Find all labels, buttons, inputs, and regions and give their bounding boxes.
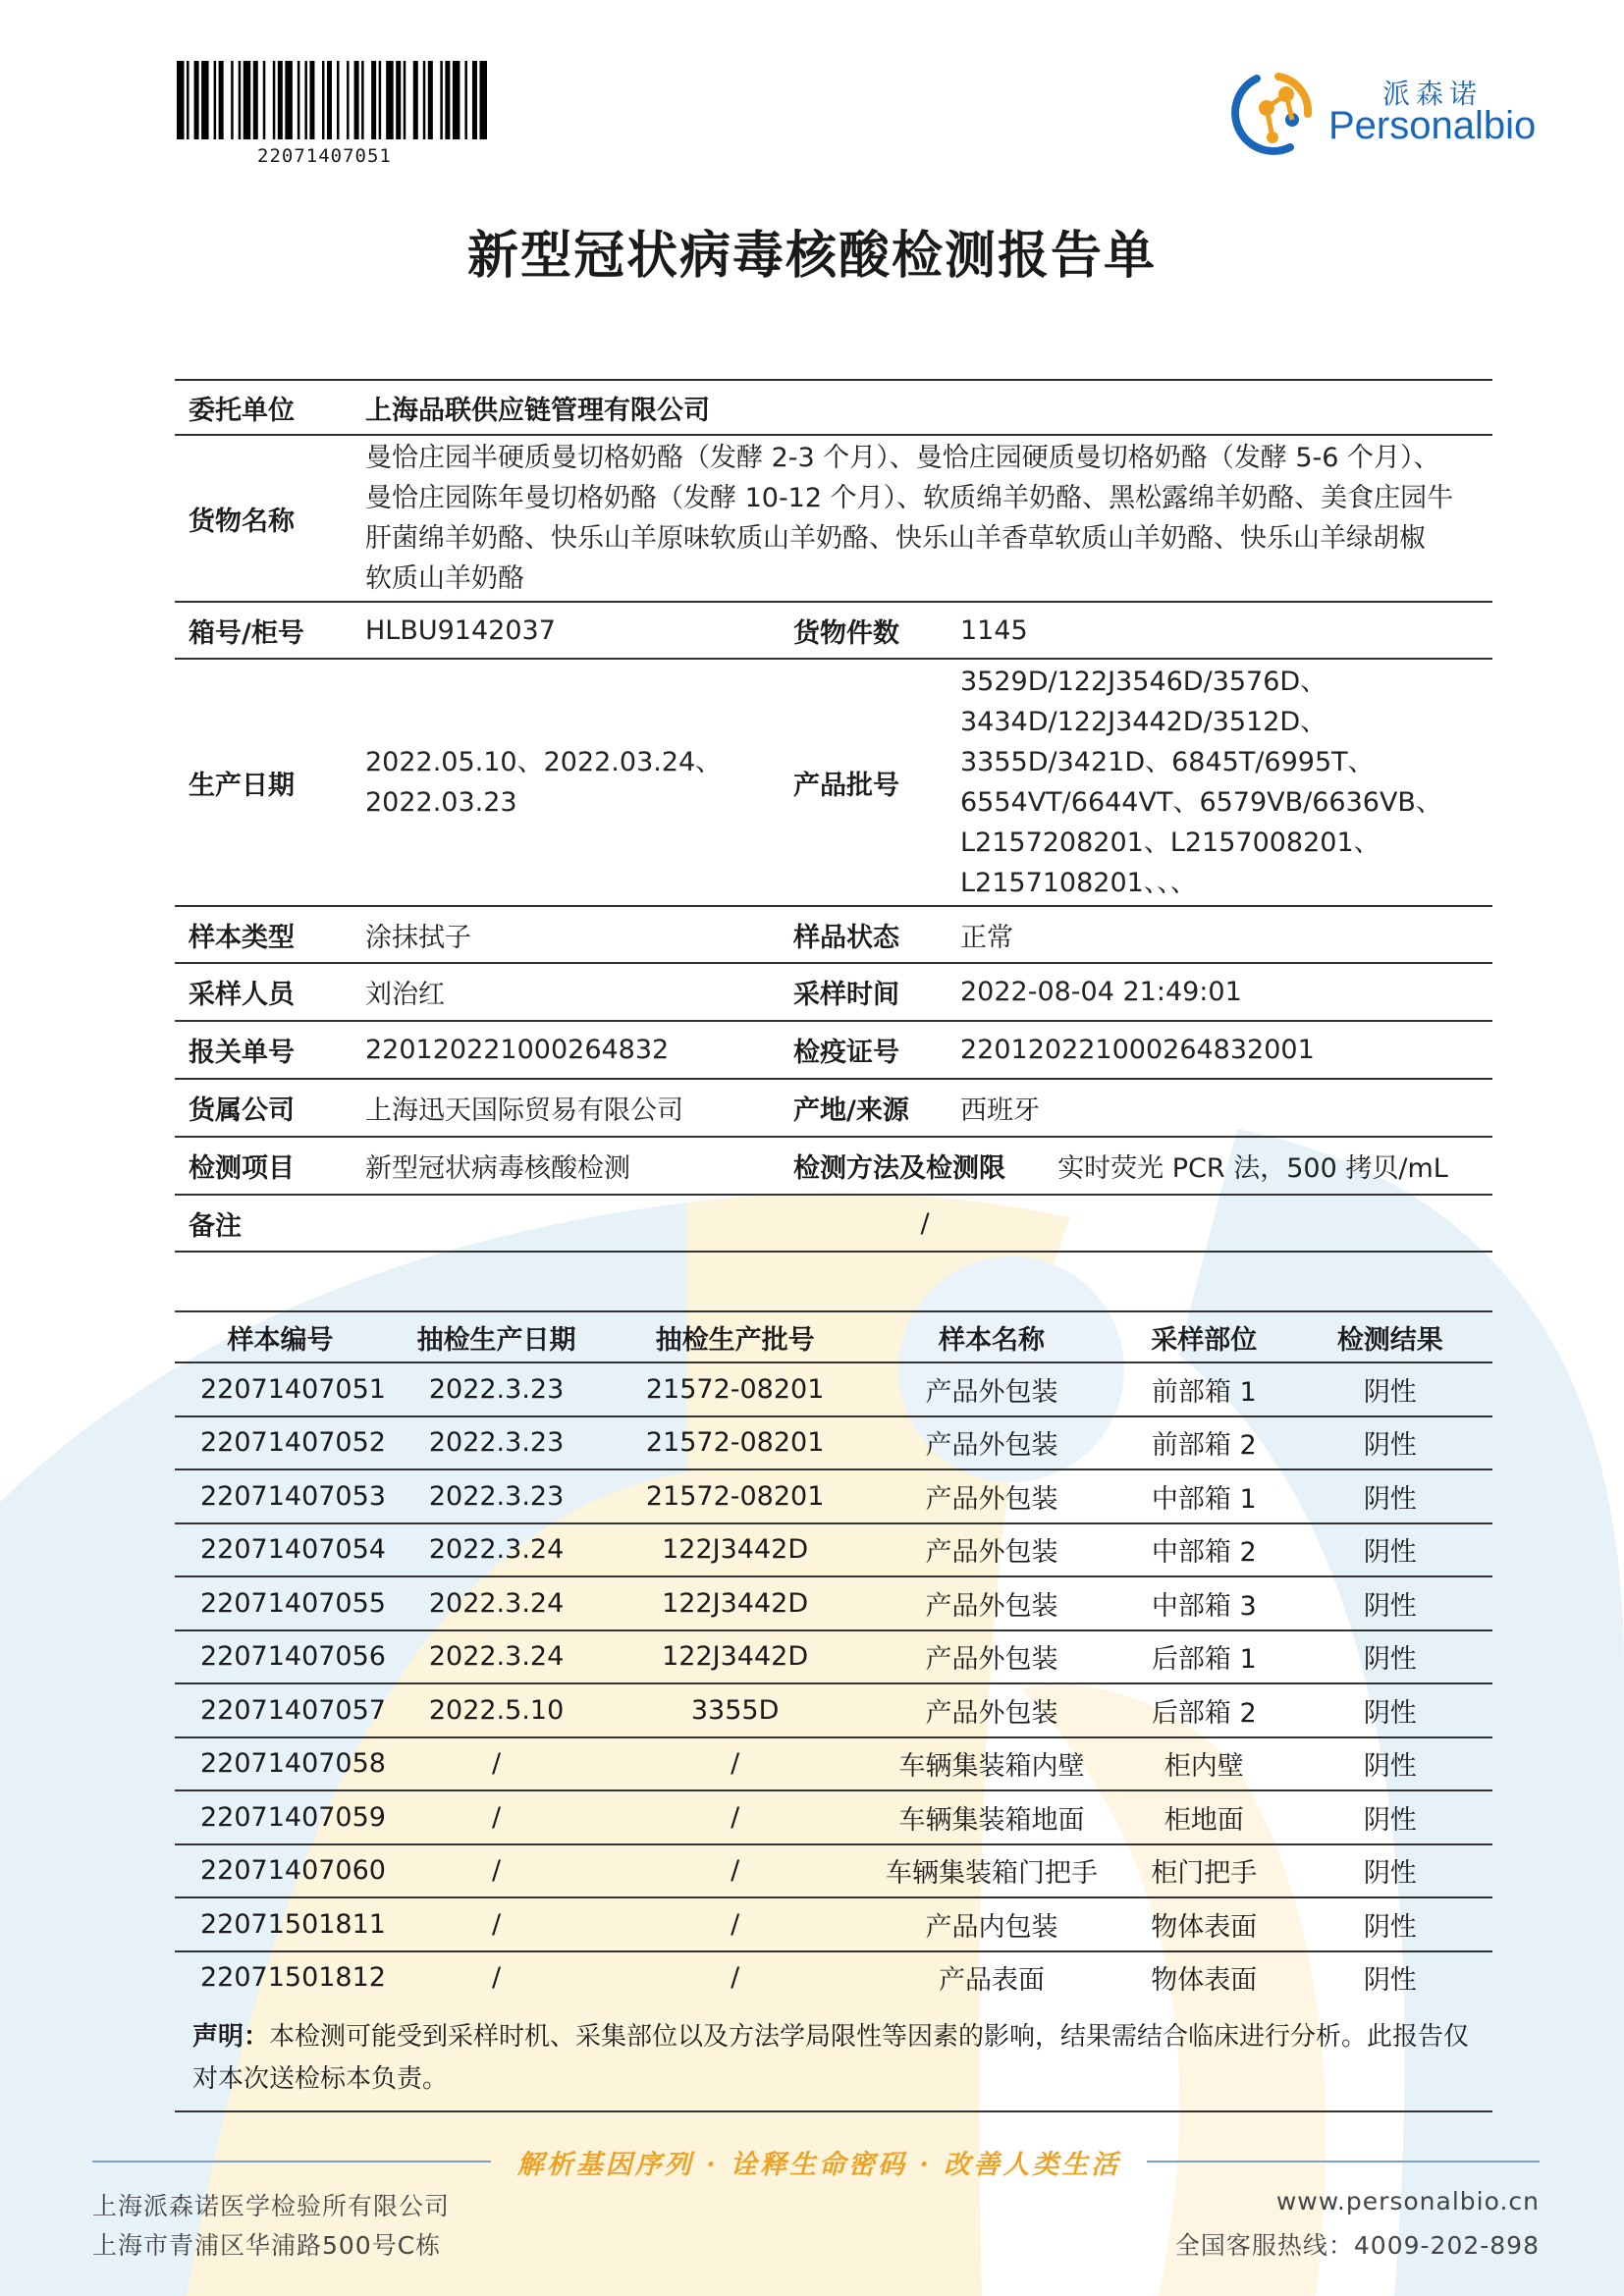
statement-text: 本检测可能受到采样时机、采集部位以及方法学局限性等因素的影响，结果需结合临床进行分析。此报告仅对本次送检标本负责。: [192, 2022, 1470, 2094]
sample-batch: /: [607, 1737, 863, 1791]
barcode-number: 22071407051: [257, 145, 392, 167]
footer-divider-right: [1147, 2161, 1540, 2163]
sample-prod-date: 2022.3.24: [386, 1523, 607, 1577]
sample-name: 产品外包装: [863, 1362, 1120, 1416]
sample-result: 阴性: [1288, 1790, 1492, 1844]
origin-value: 西班牙: [952, 1079, 1492, 1137]
sample-prod-date: 2022.3.24: [386, 1576, 607, 1630]
sample-location: 柜门把手: [1120, 1844, 1288, 1898]
batch-line: 3529D/122J3546D/3576D、: [960, 667, 1327, 697]
sample-id: 22071501811: [175, 1897, 386, 1951]
sample-result: 阴性: [1288, 1844, 1492, 1898]
logo-en-text: Personalbio: [1328, 104, 1537, 147]
container-label: 箱号/柜号: [175, 602, 357, 659]
owner-value: 上海迅天国际贸易有限公司: [357, 1079, 785, 1137]
sample-name: 产品外包装: [863, 1576, 1120, 1630]
sample-name: 车辆集装箱门把手: [863, 1844, 1120, 1898]
sample-id: 22071407054: [175, 1523, 386, 1577]
batch-label: 产品批号: [785, 659, 952, 906]
info-row-sample-type: [175, 906, 1492, 963]
sample-id: 22071407060: [175, 1844, 386, 1898]
sample-prod-date: /: [492, 1962, 502, 1994]
sample-id: 22071407051: [175, 1362, 386, 1416]
sample-time-label: 采样时间: [785, 963, 952, 1021]
sample-batch: 21572-08201: [607, 1469, 863, 1523]
sample-prod-date: /: [386, 1790, 607, 1844]
table-row: [175, 1362, 1492, 1416]
sample-id: 22071407055: [175, 1576, 386, 1630]
sample-location: 中部箱 3: [1120, 1576, 1288, 1630]
owner-label: 货属公司: [175, 1079, 357, 1137]
sample-result: 阴性: [1288, 1630, 1492, 1684]
table-row: [175, 1844, 1492, 1898]
info-row-sampler: [175, 963, 1492, 1021]
origin-label: 产地/来源: [785, 1079, 952, 1137]
sample-location: 前部箱 2: [1120, 1416, 1288, 1470]
sample-id: 22071407052: [175, 1416, 386, 1470]
report-title: 新型冠状病毒核酸检测报告单: [466, 227, 1157, 286]
sample-name: 产品外包装: [863, 1523, 1120, 1577]
info-table: [175, 379, 1492, 1253]
sample-result: 阴性: [1288, 1897, 1492, 1951]
test-item-value: 新型冠状病毒核酸检测: [357, 1137, 785, 1195]
info-row-owner: [175, 1079, 1492, 1137]
footer-company: 上海派森诺医学检验所有限公司: [92, 2192, 451, 2220]
sample-prod-date: 2022.5.10: [386, 1683, 607, 1737]
footer-address: 上海市青浦区华浦路500号C栋: [92, 2231, 442, 2260]
sample-result: 阴性: [1288, 1469, 1492, 1523]
sampler-label: 采样人员: [175, 963, 357, 1021]
sample-batch: /: [607, 1897, 863, 1951]
info-row-client: [175, 380, 1492, 435]
sample-batch: 122J3442D: [607, 1630, 863, 1684]
sample-name: 产品内包装: [863, 1897, 1120, 1951]
table-row: [175, 1737, 1492, 1791]
sample-result: 阴性: [1363, 1965, 1417, 1997]
sample-location: 后部箱 1: [1120, 1630, 1288, 1684]
sample-result: 阴性: [1288, 1737, 1492, 1791]
goods-line: 软质山羊奶酪: [365, 563, 524, 594]
method-cell: [785, 1137, 1492, 1195]
sample-prod-date: 2022.3.23: [386, 1362, 607, 1416]
col-header-prod-date: 抽检生产日期: [386, 1311, 607, 1362]
customs-value: 220120221000264832: [357, 1021, 785, 1079]
batch-line: L2157208201、L2157008201、: [960, 828, 1380, 858]
samples-body: [175, 1362, 1492, 2003]
sample-name: 产品外包装: [863, 1683, 1120, 1737]
table-row: [175, 1523, 1492, 1577]
sample-batch: 21572-08201: [607, 1416, 863, 1470]
sample-name: 车辆集装箱内壁: [863, 1737, 1120, 1791]
batch-value: [952, 659, 1492, 906]
quarantine-label: 检疫证号: [785, 1021, 952, 1079]
table-row: [175, 1790, 1492, 1844]
sample-name: 产品外包装: [863, 1469, 1120, 1523]
table-row: [175, 1951, 1492, 2004]
sample-result: 阴性: [1288, 1523, 1492, 1577]
client-label: 委托单位: [175, 380, 357, 435]
sample-result: 阴性: [1288, 1416, 1492, 1470]
sample-name: 产品表面: [939, 1965, 1046, 1997]
table-row: [175, 1630, 1492, 1684]
method-label: 检测方法及检测限: [793, 1153, 1005, 1184]
goods-line: 曼恰庄园半硬质曼切格奶酪（发酵 2-3 个月）、曼恰庄园硬质曼切格奶酪（发酵 5-6 个月）、: [365, 443, 1440, 473]
footer-slogan: 解析基因序列 · 诠释生命密码 · 改善人类生活: [516, 2150, 1121, 2180]
table-row: [175, 1897, 1492, 1951]
col-header-batch: 抽检生产批号: [607, 1311, 863, 1362]
samples-header-row: [175, 1311, 1492, 1362]
sample-id: 22071407058: [175, 1737, 386, 1791]
batch-line: 3355D/3421D、6845T/6995T、: [960, 747, 1375, 777]
client-value: 上海品联供应链管理有限公司: [357, 380, 1492, 435]
remark-value: /: [357, 1195, 1492, 1252]
container-value: HLBU9142037: [357, 602, 785, 659]
info-row-production: [175, 659, 1492, 906]
batch-line: 3434D/122J3442D/3512D、: [960, 707, 1327, 737]
table-row: [175, 1576, 1492, 1630]
table-row: [175, 1416, 1492, 1470]
prod-date-label: 生产日期: [175, 659, 357, 906]
sample-prod-date: 2022.3.24: [386, 1630, 607, 1684]
sample-id: 22071407059: [175, 1790, 386, 1844]
info-row-test: [175, 1137, 1492, 1195]
sample-type-value: 涂抹拭子: [357, 906, 785, 963]
batch-line: 6554VT/6644VT、6579VB/6636VB、: [960, 787, 1442, 818]
sample-result: 阴性: [1288, 1576, 1492, 1630]
col-header-location: 采样部位: [1120, 1311, 1288, 1362]
sample-location: 前部箱 1: [1120, 1362, 1288, 1416]
sample-batch: 122J3442D: [607, 1523, 863, 1577]
sample-batch: 3355D: [607, 1683, 863, 1737]
prod-date-value: [357, 659, 785, 906]
samples-table: [175, 1310, 1492, 2003]
info-row-container: [175, 602, 1492, 659]
sample-type-label: 样本类型: [175, 906, 357, 963]
remark-label: 备注: [175, 1195, 357, 1252]
sample-result: 阴性: [1288, 1362, 1492, 1416]
statement-divider: [175, 2110, 1492, 2112]
sample-name: 车辆集装箱地面: [863, 1790, 1120, 1844]
info-row-customs: [175, 1021, 1492, 1079]
sample-id: 22071407057: [175, 1683, 386, 1737]
col-header-result: 检测结果: [1288, 1311, 1492, 1362]
customs-label: 报关单号: [175, 1021, 357, 1079]
goods-line: 曼恰庄园陈年曼切格奶酪（发酵 10-12 个月）、软质绵羊奶酪、黑松露绵羊奶酪、美食庄园牛: [365, 483, 1454, 513]
footer-divider-left: [92, 2161, 491, 2163]
sample-prod-date: 2022.3.23: [386, 1469, 607, 1523]
sample-id: 22071407053: [175, 1469, 386, 1523]
sample-state-label: 样品状态: [785, 906, 952, 963]
table-row: [175, 1683, 1492, 1737]
test-item-label: 检测项目: [175, 1137, 357, 1195]
prod-date-line: 2022.05.10、2022.03.24、: [365, 747, 723, 777]
sample-batch: /: [607, 1790, 863, 1844]
prod-date-line: 2022.03.23: [365, 787, 517, 818]
sample-location: 后部箱 2: [1120, 1683, 1288, 1737]
barcode-icon: [177, 61, 487, 139]
sample-batch: /: [607, 1844, 863, 1898]
sample-location: 柜地面: [1120, 1790, 1288, 1844]
sample-location: 柜内壁: [1120, 1737, 1288, 1791]
col-header-sample-id: 样本编号: [175, 1311, 386, 1362]
logo-cn-text: 派森诺: [1382, 78, 1484, 110]
sample-name: 产品外包装: [863, 1416, 1120, 1470]
pieces-label: 货物件数: [785, 602, 952, 659]
sample-prod-date: /: [386, 1897, 607, 1951]
goods-label: 货物名称: [175, 435, 357, 602]
statement: [192, 2016, 1489, 2101]
sample-location: 中部箱 1: [1120, 1469, 1288, 1523]
statement-label: 声明：: [192, 2022, 270, 2052]
sample-time-value: 2022-08-04 21:49:01: [952, 963, 1492, 1021]
sampler-value: 刘治红: [357, 963, 785, 1021]
sample-id: 22071407056: [175, 1630, 386, 1684]
sample-batch: 122J3442D: [607, 1576, 863, 1630]
method-value: 实时荧光 PCR 法，500 拷贝/mL: [1057, 1153, 1448, 1184]
sample-batch: 21572-08201: [607, 1362, 863, 1416]
sample-location: 物体表面: [1151, 1965, 1258, 1997]
sample-prod-date: /: [386, 1844, 607, 1898]
info-row-goods: [175, 435, 1492, 602]
sample-prod-date: /: [386, 1737, 607, 1791]
info-row-remark: [175, 1195, 1492, 1252]
sample-result: 阴性: [1288, 1683, 1492, 1737]
footer-website-link[interactable]: www.personalbio.cn: [1275, 2187, 1540, 2216]
table-row: [175, 1469, 1492, 1523]
sample-name: 产品外包装: [863, 1630, 1120, 1684]
pieces-value: 1145: [952, 602, 1492, 659]
batch-line: L2157108201、、、: [960, 868, 1197, 898]
sample-prod-date: 2022.3.23: [386, 1416, 607, 1470]
col-header-sample-name: 样本名称: [863, 1311, 1120, 1362]
footer-hotline: 全国客服热线：4009-202-898: [1174, 2231, 1540, 2260]
goods-line: 肝菌绵羊奶酪、快乐山羊原味软质山羊奶酪、快乐山羊香草软质山羊奶酪、快乐山羊绿胡椒: [365, 523, 1426, 554]
sample-location: 物体表面: [1120, 1897, 1288, 1951]
sample-id: 22071501812: [200, 1962, 386, 1994]
quarantine-value: 220120221000264832001: [952, 1021, 1492, 1079]
goods-value: [357, 435, 1492, 602]
sample-state-value: 正常: [952, 906, 1492, 963]
sample-batch: /: [731, 1962, 740, 1994]
sample-location: 中部箱 2: [1120, 1523, 1288, 1577]
